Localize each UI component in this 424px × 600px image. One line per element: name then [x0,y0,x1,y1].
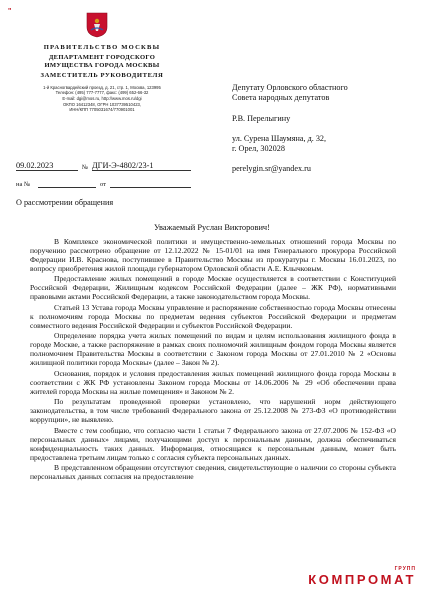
number-sign: № [81,164,89,171]
registration-stamp [16,158,191,188]
department-line-1: ДЕПАРТАМЕНТ ГОРОДСКОГО [48,53,156,61]
moscow-coat-of-arms-icon [86,12,108,38]
incoming-date-line [110,177,191,188]
signer-position: ЗАМЕСТИТЕЛЬ РУКОВОДИТЕЛЯ [40,71,164,79]
incoming-number-label: на № [16,181,31,188]
recipient-line-1: Депутату Орловского областного [232,83,348,92]
registry-codes-1: ОКПО 16412348, ОГРН 1037739510423, [62,101,142,107]
recipient-email: perelygin.sr@yandex.ru [232,164,311,174]
recipient-block [232,83,422,175]
paragraph: По результатам проведенной проверки установлено, что нарушений норм действующего законодательства, в том числе требований Федерального закона от 25.12.2008 № 273-ФЗ «О противодействии коррупции», не выявлено. [30,397,396,425]
paragraph: Основания, порядок и условия предоставления жилых помещений жилищного фонда города Москвы в соответствии с ЖК РФ установлены Законом города Москвы от 14.06.2006 № 29 «Об обеспечении права жителей города Москвы на жилые помещения» и Законом № 2. [30,368,396,396]
contact-block [14,85,190,113]
watermark-group: ГРУПП [394,566,416,572]
salutation: Уважаемый Руслан Викторович! [154,223,270,232]
registry-codes-2: ИНН/КПП 7705031674/770901001 [69,107,135,113]
recipient-street: ул. Сурена Шаумяна, д. 32, [232,133,327,143]
paragraph: Определение порядка учета жилых помещений по видам и целям использования жилищного фонда в городе Москве, а также распоряжение в рамках своих полномочий жилищным фондом города Москвы является полномочием Правительства Москвы в соответствии с Законом города Москвы от 27.01.2010 № 2 «Основы жилищной политики города Москвы» (далее – Закон № 2). [30,331,396,368]
corner-mark: " [8,8,12,15]
watermark-logo [304,566,416,594]
letterhead [14,44,190,113]
recipient-city: г. Орел, 302028 [232,144,285,153]
paragraph: Вместе с тем сообщаю, что согласно части 1 статьи 7 Федерального закона от 27.07.2006 № 152-ФЗ «О персональных данных» лицами, получающими доступ к персональным данным, должна обеспечиваться конфиденциальность таких данных. Информация, относящаяся к персональным данным, может быть предоставлена третьим лицам только с согласия субъекта персональных данных. [30,425,396,462]
incoming-from-label: от [99,181,106,188]
government-title: ПРАВИТЕЛЬСТВО МОСКВЫ [43,44,161,51]
address: 1-й Красногвардейский проезд, д. 21, стр. 1, Москва, 123995 [43,84,161,90]
incoming-number-line [38,177,96,188]
paragraph: В представленном обращении отсутствуют сведения, свидетельствующие о наличии со стороны субъекта персональных данных согласия на предоставление [30,463,396,482]
recipient-line-2: Совета народных депутатов [232,93,330,103]
watermark-name: КОМПРОМАТ [308,572,416,587]
phones: Телефон: (495) 777-7777, факс: (499) 652-66-32 [55,90,149,96]
paragraph: Статьей 13 Устава города Москвы управление и распоряжение собственностью города Москвы отнесены к полномочиям города Москвы по предметам ведения субъектов Российской Федерации и предметам совместного ведения Российской Федерации и субъектов Российской Федерации. [30,302,396,330]
paragraph: В Комплексе экономической политики и имущественно-земельных отношений города Москвы по поручению рассмотрено обращение от 12.12.2022 № 15-01/01 на имя Генерального прокурора Российской Федерации И.В. Краснова, поступившее в Правительство Москвы из прокуратуры г. Москвы 16.01.2023, по вопросу приобретения жилой площади губернатором Орловской области А.Е. Клычковым. [30,237,396,273]
outgoing-number: ДГИ-Э-4802/23-1 [92,161,191,171]
department-line-2: ИМУЩЕСТВА ГОРОДА МОСКВЫ [44,61,160,69]
paragraph: Предоставление жилых помещений в городе Москве осуществляется в соответствии с Конституцией Российской Федерации, Жилищным кодексом Российской Федерации (далее – ЖК РФ), нормативными правовыми актами Российской Федерации, а также законодательством города Москвы. [30,274,396,302]
email-web: E-mail: dgi@mos.ru, http://www.mos.ru/dgi [62,95,142,101]
recipient-name: Р.В. Перелыгину [232,113,291,123]
letter-body [30,238,396,484]
subject-line: О рассмотрении обращения [16,198,114,207]
outgoing-date: 09.02.2023 [16,161,78,171]
